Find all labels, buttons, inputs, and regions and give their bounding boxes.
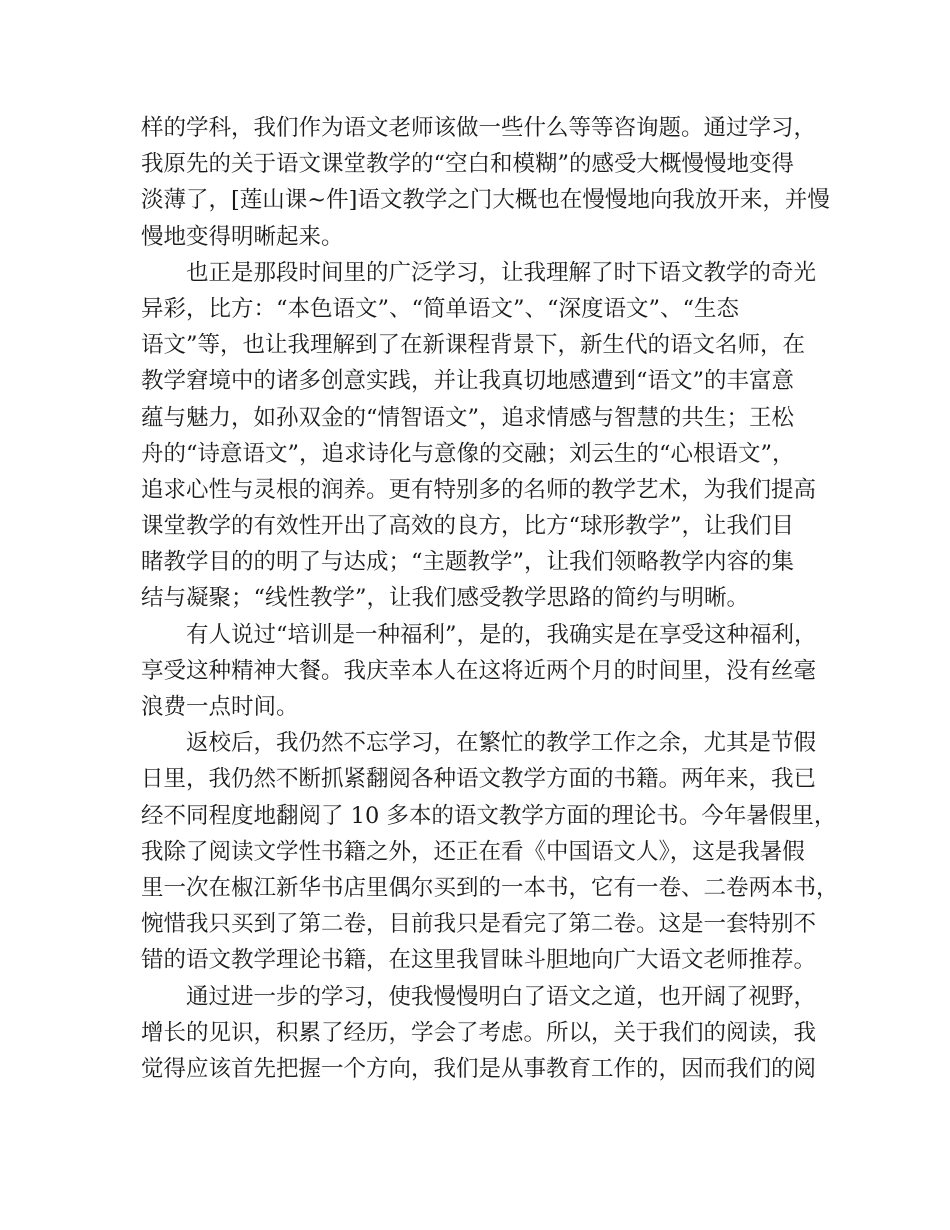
text-line: 惋惜我只买到了第二卷，目前我只是看完了第二卷。这是一套特别不 [141,911,817,938]
text-line: 我除了阅读文学性书籍之外，还正在看《中国语文人》，这是我暑假 [141,838,805,865]
text-line: 错的语文教学理论书籍，在这里我冒昧斗胆地向广大语文老师推荐。 [141,947,817,974]
text-line: 样的学科，我们作为语文老师该做一些什么等等咨询题。通过学习， [141,115,817,141]
text-line: 浪费一点时间。 [141,694,299,720]
text-line: 蕴与魅力，如孙双金的“情智语文”，追求情感与智慧的共生；王松 [141,404,795,431]
text-line: 教学窘境中的诸多创意实践，并让我真切地感遭到“语文”的丰富意 [141,368,795,395]
text-line: 增长的见识，积累了经历，学会了考虑。所以，关于我们的阅读，我 [141,1019,817,1046]
text-line: 觉得应该首先把握一个方向，我们是从事教育工作的，因而我们的阅 [141,1055,817,1082]
text-line: 慢地变得明晰起来。 [141,223,344,250]
text-line: 追求心性与灵根的润养。更有特别多的名师的教学艺术，为我们提高 [141,476,817,503]
paragraph-start-line: 返校后，我仍然不忘学习，在繁忙的教学工作之余，尤其是节假 [186,730,817,757]
paragraph-start-line: 通过进一步的学习，使我慢慢明白了语文之道，也开阔了视野， [186,983,817,1010]
text-line: 语文”等，也让我理解到了在新课程背景下，新生代的语文名师，在 [141,332,806,359]
body-text [141,110,839,1087]
text-line: 里一次在椒江新华书店里偶尔买到的一本书，它有一卷、二卷两本书， [141,874,839,901]
text-line: 淡薄了，[莲山课~件]语文教学之门大概也在慢慢地向我放开来，并慢 [141,187,830,214]
text-line: 我原先的关于语文课堂教学的“空白和模糊”的感受大概慢慢地变得 [141,151,795,178]
text-line: 经不同程度地翻阅了 10 多本的语文教学方面的理论书。今年暑假里， [141,802,837,829]
text-line: 课堂教学的有效性开出了高效的良方，比方“球形教学”，让我们目 [141,513,795,540]
text-line: 结与凝聚；“线性教学”，让我们感受教学思路的简约与明晰。 [141,585,750,612]
text-line: 睹教学目的的明了与达成；“主题教学”，让我们领略教学内容的集 [141,549,795,576]
text-line: 享受这种精神大餐。我庆幸本人在这将近两个月的时间里，没有丝毫 [141,657,817,684]
text-line: 异彩，比方：“本色语文”、“简单语文”、“深度语文”、“生态 [141,295,740,322]
paragraph-start-line: 也正是那段时间里的广泛学习，让我理解了时下语文教学的奇光 [186,259,817,286]
text-line: 日里，我仍然不断抓紧翻阅各种语文教学方面的书籍。两年来，我已 [141,766,817,793]
paragraph-start-line: 有人说过“培训是一种福利”，是的，我确实是在享受这种福利， [186,621,817,648]
text-line: 舟的“诗意语文”，追求诗化与意像的交融；刘云生的“心根语文”， [141,440,795,467]
